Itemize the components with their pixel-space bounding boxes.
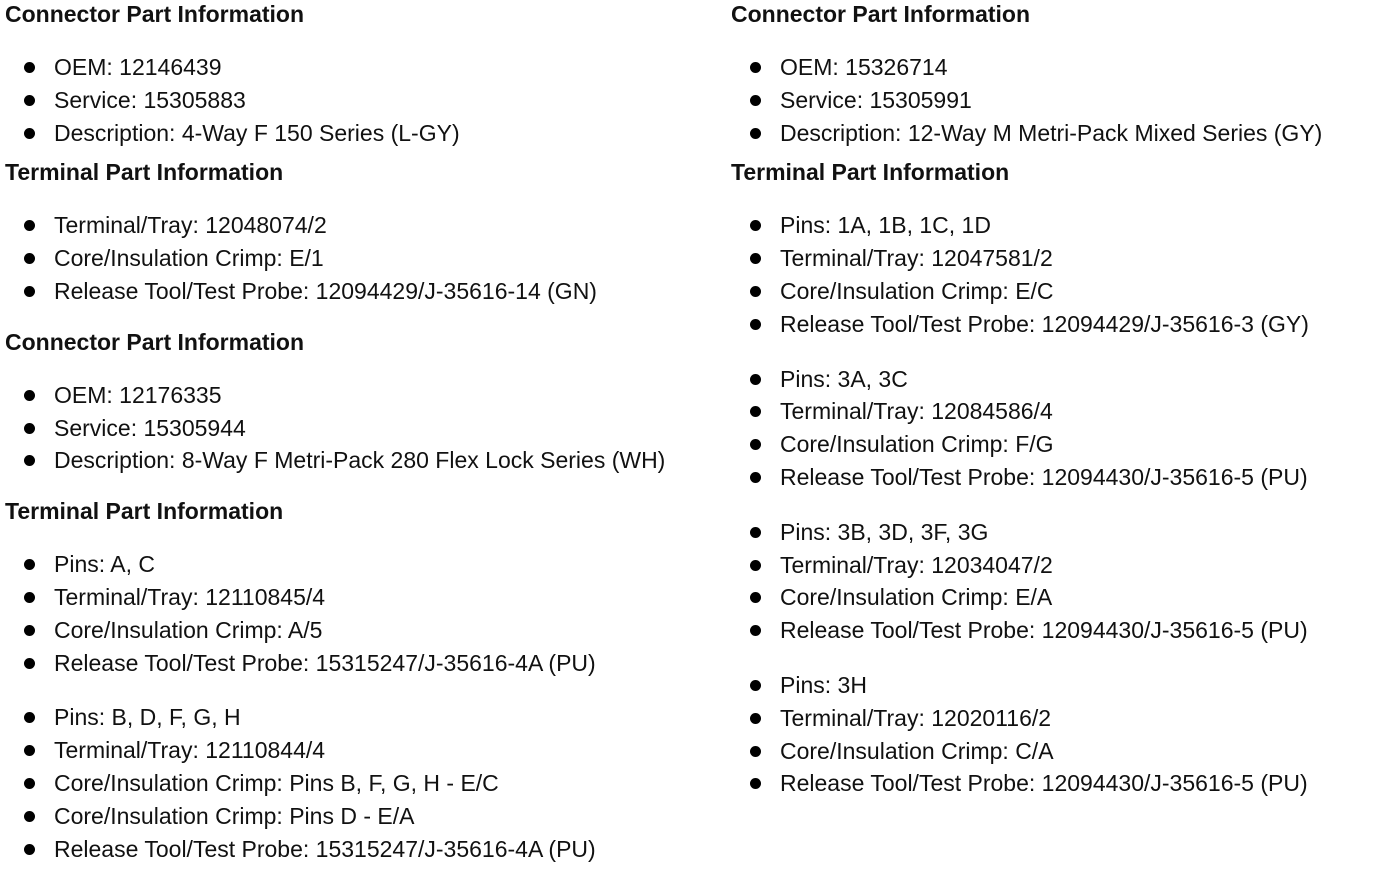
release-tool-item: Release Tool/Test Probe: 12094430/J-35616-5 (PU) xyxy=(731,614,1386,647)
crimp-item: Core/Insulation Crimp: C/A xyxy=(731,735,1386,768)
terminal-group-list xyxy=(731,363,1386,494)
pins-item: Pins: 3A, 3C xyxy=(731,363,1386,396)
left-column xyxy=(5,0,725,865)
terminal-tray-item: Terminal/Tray: 12020116/2 xyxy=(731,702,1386,735)
crimp-item: Core/Insulation Crimp: Pins D - E/A xyxy=(5,800,725,833)
oem-item: OEM: 12146439 xyxy=(5,51,725,84)
connector-part-heading: Connector Part Information xyxy=(5,1,305,27)
terminal-tray-item: Terminal/Tray: 12047581/2 xyxy=(731,242,1386,275)
crimp-item: Core/Insulation Crimp: E/1 xyxy=(5,242,725,275)
pins-item: Pins: 3H xyxy=(731,669,1386,702)
oem-item: OEM: 12176335 xyxy=(5,379,725,412)
release-tool-item: Release Tool/Test Probe: 15315247/J-35616-4A (PU) xyxy=(5,833,725,866)
connector-part-list xyxy=(731,51,1386,149)
description-item: Description: 12-Way M Metri-Pack Mixed Series (GY) xyxy=(731,117,1386,150)
pins-item: Pins: 1A, 1B, 1C, 1D xyxy=(731,209,1386,242)
crimp-item: Core/Insulation Crimp: A/5 xyxy=(5,614,725,647)
terminal-tray-item: Terminal/Tray: 12084586/4 xyxy=(731,395,1386,428)
crimp-item: Core/Insulation Crimp: F/G xyxy=(731,428,1386,461)
description-item: Description: 4-Way F 150 Series (L-GY) xyxy=(5,117,725,150)
release-tool-item: Release Tool/Test Probe: 12094430/J-35616-5 (PU) xyxy=(731,767,1386,800)
terminal-part-heading: Terminal Part Information xyxy=(731,159,1010,186)
oem-item: OEM: 15326714 xyxy=(731,51,1386,84)
connector-part-heading: Connector Part Information xyxy=(5,328,305,355)
service-item: Service: 15305883 xyxy=(5,84,725,117)
terminal-tray-item: Terminal/Tray: 12110844/4 xyxy=(5,734,725,767)
crimp-item: Core/Insulation Crimp: E/C xyxy=(731,275,1386,308)
terminal-group-list xyxy=(731,209,1386,340)
terminal-group-list xyxy=(5,701,725,865)
service-item: Service: 15305991 xyxy=(731,84,1386,117)
release-tool-item: Release Tool/Test Probe: 15315247/J-35616-4A (PU) xyxy=(5,647,725,680)
pins-item: Pins: B, D, F, G, H xyxy=(5,701,725,734)
terminal-group-list xyxy=(731,516,1386,647)
crimp-item: Core/Insulation Crimp: Pins B, F, G, H - E/C xyxy=(5,767,725,800)
description-item: Description: 8-Way F Metri-Pack 280 Flex Lock Series (WH) xyxy=(5,444,725,477)
release-tool-item: Release Tool/Test Probe: 12094430/J-35616-5 (PU) xyxy=(731,461,1386,494)
terminal-group-list xyxy=(5,548,725,679)
crimp-item: Core/Insulation Crimp: E/A xyxy=(731,581,1386,614)
terminal-part-list xyxy=(5,209,725,307)
pins-item: Pins: 3B, 3D, 3F, 3G xyxy=(731,516,1386,549)
service-item: Service: 15305944 xyxy=(5,412,725,445)
connector-part-list xyxy=(5,379,725,477)
right-column xyxy=(731,0,1386,800)
terminal-tray-item: Terminal/Tray: 12048074/2 xyxy=(5,209,725,242)
release-tool-item: Release Tool/Test Probe: 12094429/J-35616-3 (GY) xyxy=(731,308,1386,341)
terminal-group-list xyxy=(731,669,1386,800)
terminal-part-heading: Terminal Part Information xyxy=(5,498,284,525)
terminal-tray-item: Terminal/Tray: 12034047/2 xyxy=(731,549,1386,582)
connector-part-heading: Connector Part Information xyxy=(731,1,1031,27)
terminal-part-heading: Terminal Part Information xyxy=(5,159,284,186)
pins-item: Pins: A, C xyxy=(5,548,725,581)
terminal-tray-item: Terminal/Tray: 12110845/4 xyxy=(5,581,725,614)
release-tool-item: Release Tool/Test Probe: 12094429/J-35616-14 (GN) xyxy=(5,275,725,308)
connector-part-list xyxy=(5,51,725,149)
